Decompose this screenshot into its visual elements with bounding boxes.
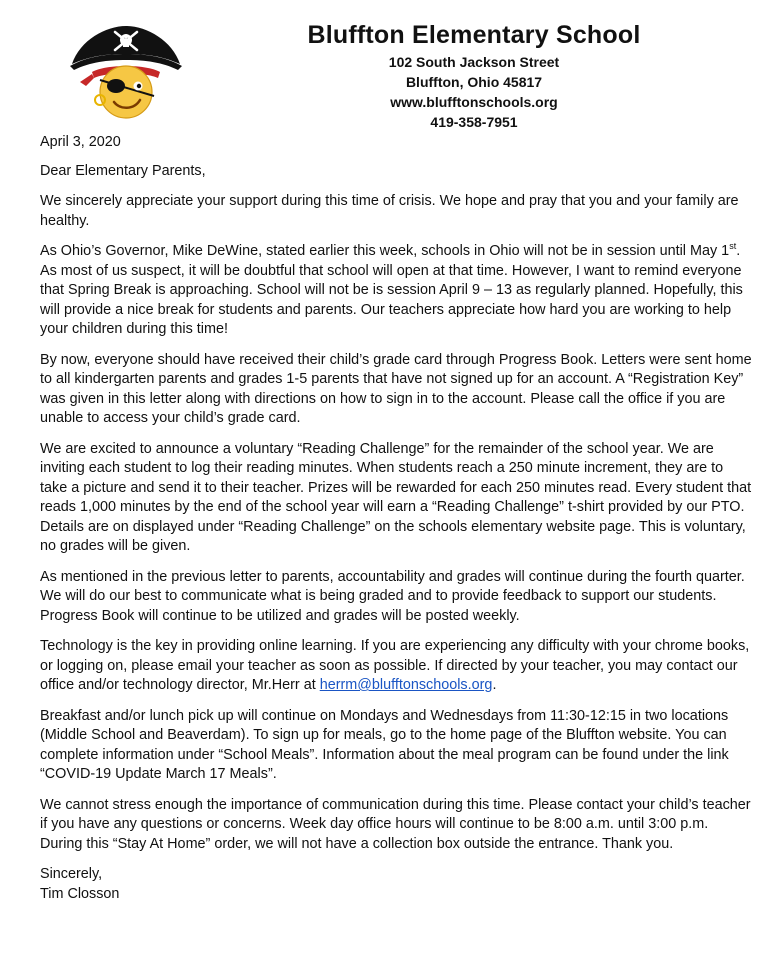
paragraph-reading-challenge: We are excited to announce a voluntary “Reading Challenge” for the remainder of the school year. We are inviting each student to log their reading minutes. When students reach a 250 minute increment, they are to take a picture and send it to their teacher. Prizes will be rewarded for each 250 minutes read. Every student that reads 1,000 minutes by the end of the school year will earn a “Reading Challenge” t-shirt provided by our PTO. Details are on displayed under “Reading Challenge” on the schools elementary website page. This is voluntary, no grades will be given.: [40, 440, 752, 554]
paragraph-communication: We cannot stress enough the importance of communication during this time. Please contact your child’s teacher if you have any questions or concerns. Week day office hours will continue to be 8:00 a.m. until 3:00 p.m. During this “Stay At Home” order, we will not have a collection box outside the entrance. Thank you.: [40, 796, 751, 852]
signoff: [40, 865, 752, 904]
paragraph-technology-end: .: [492, 677, 497, 693]
salutation: Dear Elementary Parents,: [40, 162, 206, 179]
paragraph-school-closure: [40, 242, 752, 340]
paragraph-accountability: As mentioned in the previous letter to parents, accountability and grades will continue during the fourth quarter. We will do our best to communicate what is being graded and to provide feedback to support our students. Progress Book will continue to be utilized and grades will be posted weekly.: [40, 568, 745, 624]
letter-body: [40, 133, 752, 904]
paragraph-school-closure-start: As Ohio’s Governor, Mike DeWine, stated earlier this week, schools in Ohio will not be in session until May 1: [40, 243, 730, 259]
school-name: Bluffton Elementary School: [307, 21, 641, 49]
school-website: www.blufftonschools.org: [390, 94, 558, 110]
paragraph-school-closure-end: . As most of us suspect, it will be doubtful that school will open at that time. However, I want to remind everyone that Spring Break is approaching. School will not be is session April 9 – 13 as regularly planned. Hopefully, this will provide a nice break for students and parents. Our teachers appreciate how hard you are working to help your children during this time!: [40, 243, 743, 337]
paragraph-technology-text: Technology is the key in providing online learning. If you are experiencing any difficulty with your chrome books, or logging on, please email your teacher as soon as possible. If directed by your teacher, you may contact our office and/or technology director, Mr.Herr at: [40, 638, 750, 693]
city-state-zip: Bluffton, Ohio 45817: [405, 74, 543, 90]
paragraph-grade-cards: By now, everyone should have received their child’s grade card through Progress Book. Letters were sent home to all kindergarten parents and grades 1-5 parents that have not signed up for an account. A “Registration Key” was given in this letter along with directions on how to sign in to the account. Please call the office if you are unable to access your child’s grade card.: [40, 351, 752, 426]
school-phone: 419-358-7951: [430, 114, 518, 130]
letterhead: [286, 18, 662, 132]
letter-date: April 3, 2020: [40, 134, 121, 150]
street-address: 102 South Jackson Street: [388, 54, 560, 70]
pirate-logo-icon: [66, 20, 186, 120]
paragraph-support: We sincerely appreciate your support during this time of crisis. We hope and pray that you and your family are healthy.: [40, 193, 739, 229]
technology-director-email-link[interactable]: herrm@blufftonschools.org: [319, 677, 493, 693]
closing: Sincerely,: [40, 866, 103, 882]
ordinal-suffix: st: [729, 241, 737, 252]
paragraph-meals: Breakfast and/or lunch pick up will continue on Mondays and Wednesdays from 11:30-12:15 in two locations (Middle School and Beaverdam). To sign up for meals, go to the home page of the Bluffton website. You can complete information under “School Meals”. Information about the meal program can be found under the link “COVID-19 Update March 17 Meals”.: [40, 707, 729, 782]
signature-name: Tim Closson: [40, 885, 120, 902]
paragraph-technology: [40, 637, 752, 696]
